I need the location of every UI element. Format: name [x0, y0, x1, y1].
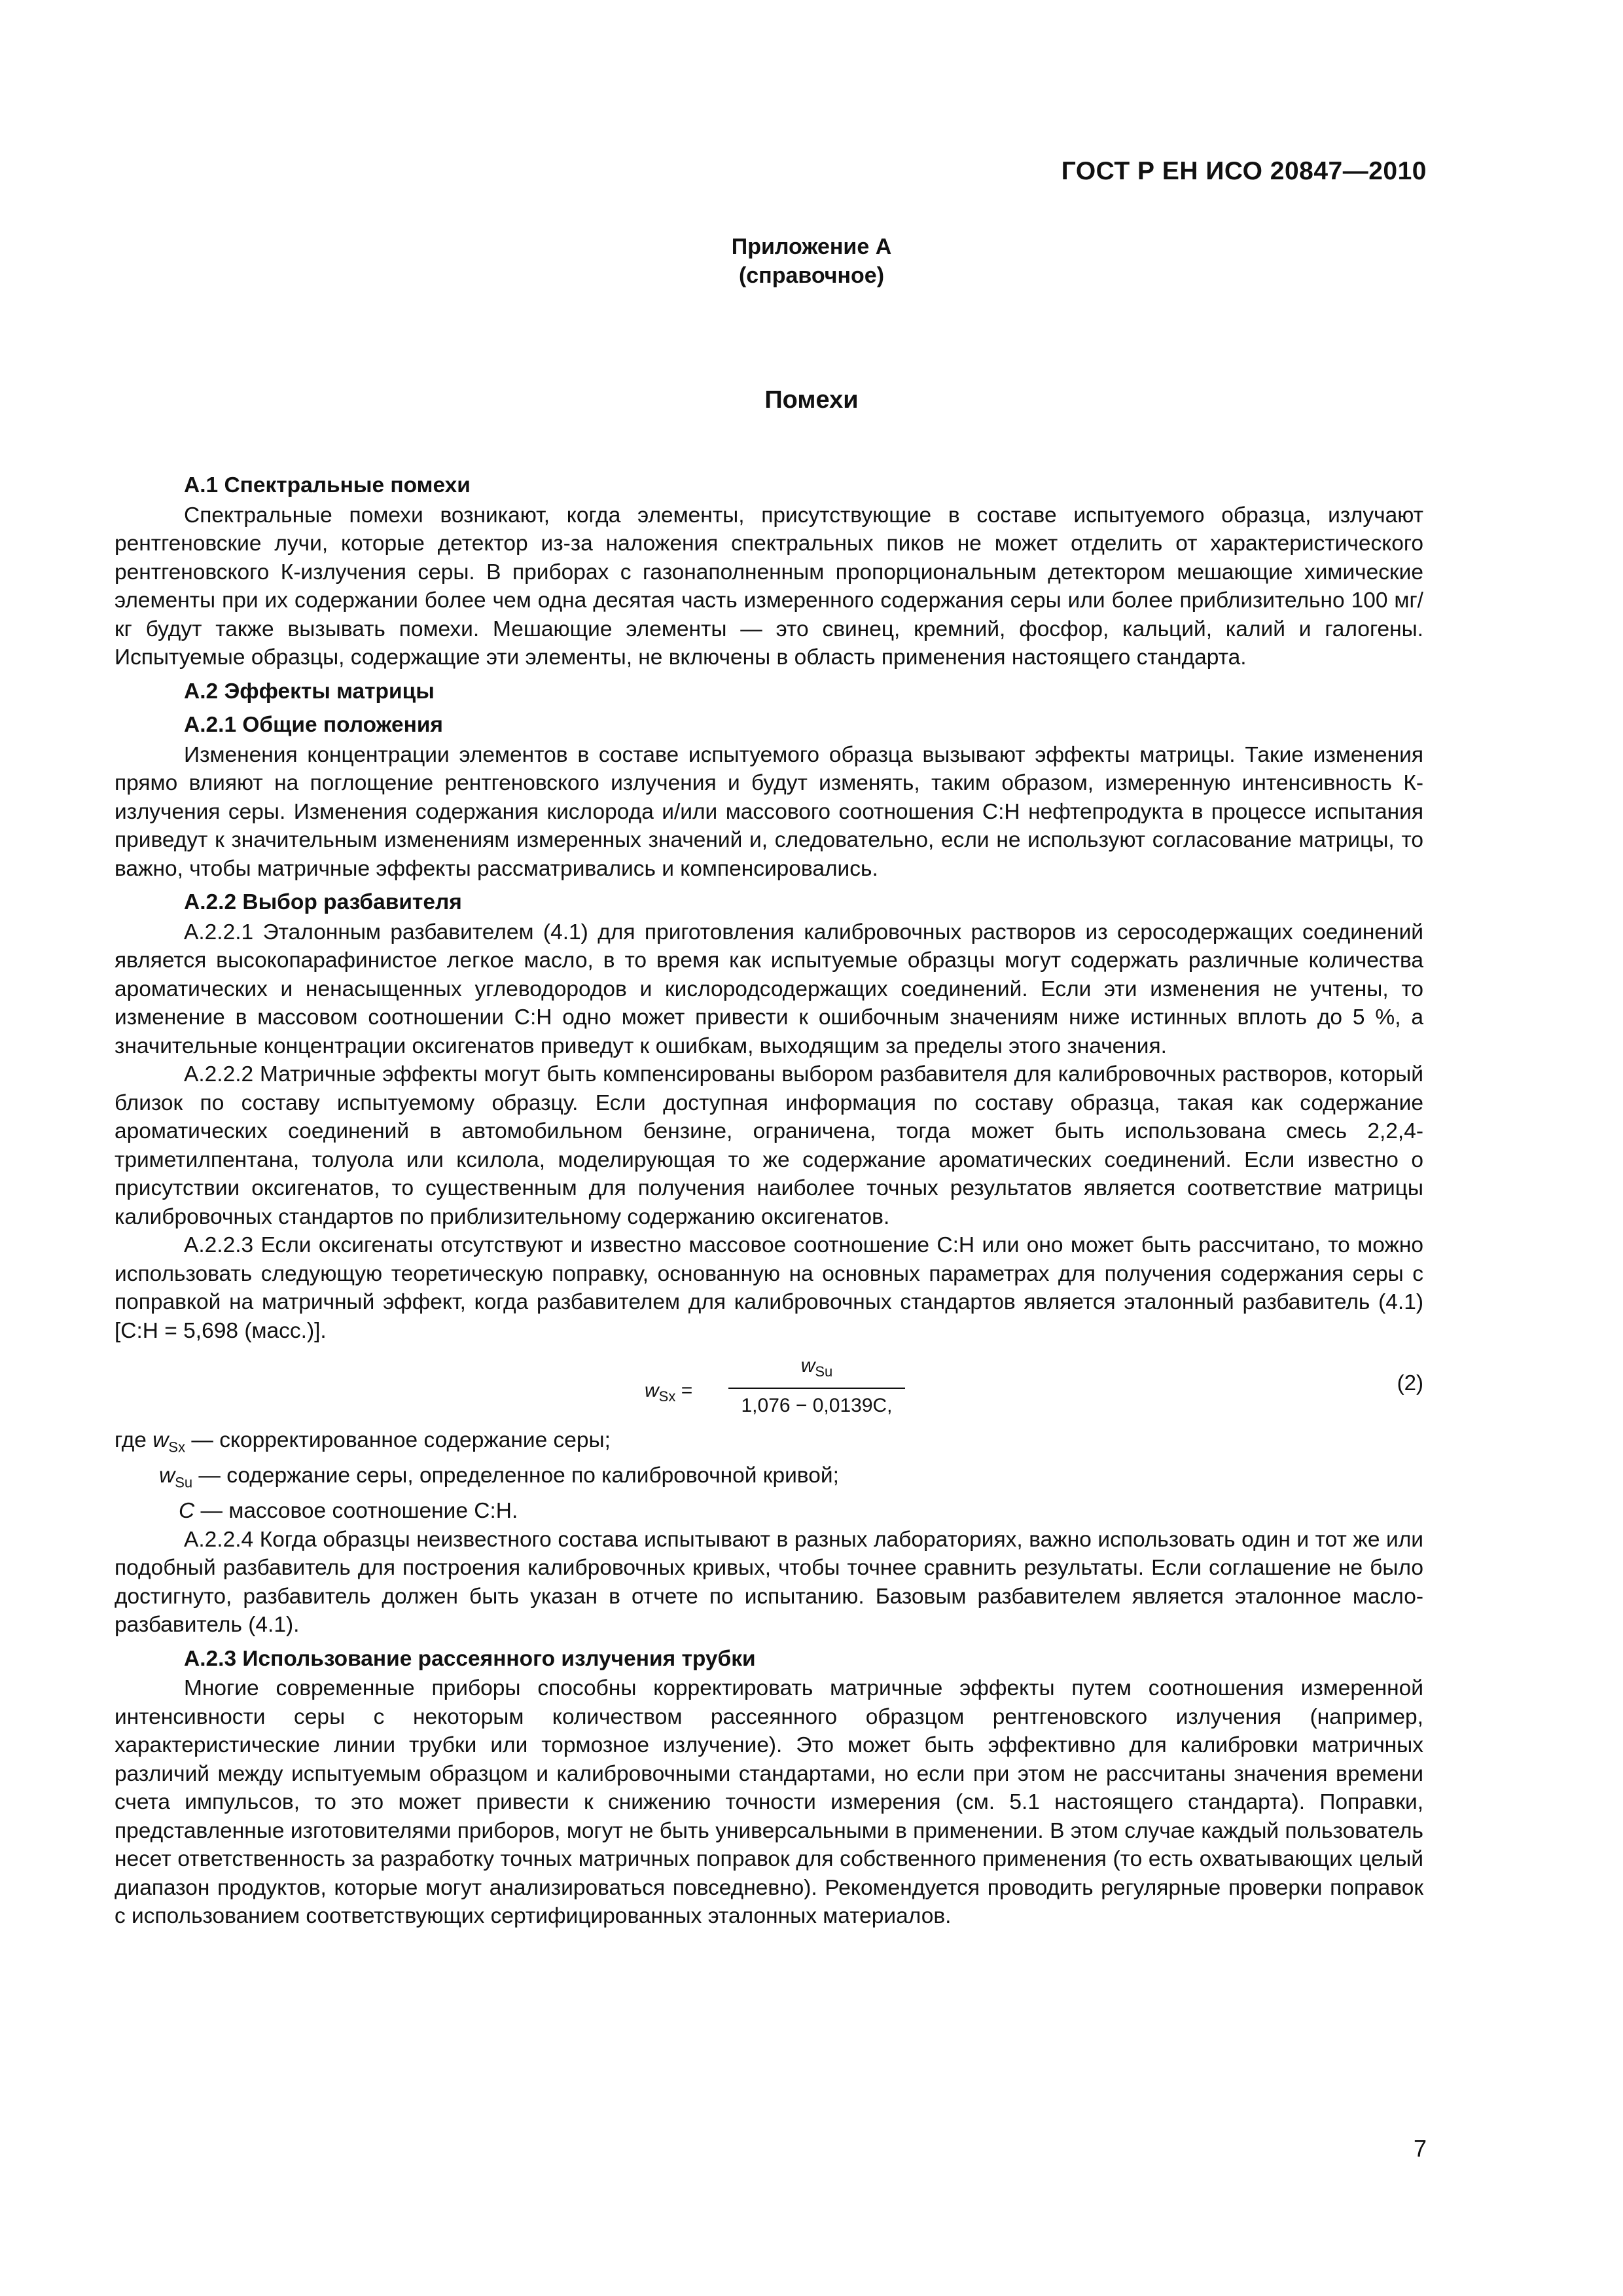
paragraph-a223: А.2.2.3 Если оксигенаты отсутствуют и известно массовое соотношение С:Н или оно может быть рассчитано, то можно использовать следующую теоретическую поправку, основанную на основных параметрах для получения содержания серы с поправкой на матричный эффект, когда разбавителем для калибровочных стандартов является эталонный разбавитель (4.1) [С:Н = 5,698 (масс.)].: [115, 1233, 1423, 1343]
legend-var-wsx: [152, 1428, 186, 1456]
formula-lhs-sub: Sx: [658, 1388, 676, 1405]
section-heading-a22: А.2.2 Выбор разбавителя: [184, 890, 462, 914]
formula-num-sub: Su: [815, 1363, 833, 1380]
legend-text-c: — массовое соотношение С:Н.: [194, 1499, 518, 1524]
legend-text-wsx: — скорректированное содержание серы;: [185, 1428, 611, 1452]
section-heading-a21: А.2.1 Общие положения: [184, 713, 443, 737]
legend-text-wsu: — содержание серы, определенное по калибровочной кривой;: [192, 1463, 839, 1488]
document-title: Помехи: [764, 386, 859, 414]
legend-sub-sx: Sx: [168, 1439, 186, 1456]
legend-prefix: где: [115, 1428, 153, 1452]
formula-equals: =: [675, 1380, 693, 1401]
section-heading-a2: А.2 Эффекты матрицы: [184, 679, 435, 704]
formula-legend: [115, 1426, 1423, 1526]
legend-var-c: C: [179, 1499, 195, 1524]
paragraph-a222: А.2.2.2 Матричные эффекты могут быть компенсированы выбором разбавителя для калибровочных растворов, который близок по составу испытуемому образцу. Если доступная информация по составу образца, такая как содержание ароматических соединений в автомобильном бензине, ограничена, тогда может быть использована смесь 2,2,4-триметилпентана, толуола или ксилола, моделирующая то же содержание ароматических соединений. Если известно о присутствии оксигенатов, то существенным для получения наиболее точных результатов является соответствие матрицы калибровочных стандартов по приблизительному содержанию оксигенатов.: [115, 1062, 1423, 1229]
legend-var-wsu: [159, 1463, 193, 1491]
formula-trailing-comma: ,: [887, 1394, 893, 1416]
legend-var-w: w: [152, 1428, 169, 1452]
section-heading-a23: А.2.3 Использование рассеянного излучения трубки: [184, 1646, 756, 1671]
standard-code: ГОСТ Р ЕН ИСО 20847—2010: [1061, 157, 1427, 185]
paragraph-a224: А.2.2.4 Когда образцы неизвестного состава испытывают в разных лабораториях, важно использовать один и тот же или подобный разбавитель для построения калибровочных кривых, чтобы точнее сравнить результаты. Если соглашение не было достигнуто, разбавитель должен быть указан в отчете по испытанию. Базовым разбавителем является эталонное масло-разбавитель (4.1).: [115, 1527, 1423, 1638]
formula-block: [115, 1349, 1423, 1420]
legend-line-wsx: [115, 1426, 1423, 1462]
paragraph-a23: Многие современные приборы способны корректировать матричные эффекты путем соотношения измеренной интенсивности серы с некоторым количеством рассеянного образцом рентгеновского излучения (например, характеристические линии трубки или тормозное излучение). Это может быть эффективно для калибровки матричных различий между испытуемым образцом и калибровочными стандартами, но если при этом не рассчитаны значения времени счета импульсов, то это может привести к снижению точности измерения (см. 5.1 настоящего стандарта). Поправки, представленные изготовителями приборов, могут не быть универсальными в применении. В этом случае каждый пользователь несет ответственность за разработку точных матричных поправок для собственного применения (то есть охватывающих целый диапазон продуктов, которые могут анализироваться повседневно). Рекомендуется проводить регулярные проверки поправок с использованием соответствующих сертифицированных эталонных материалов.: [115, 1676, 1423, 1929]
legend-var-w2: w: [159, 1463, 175, 1488]
document-body: [115, 466, 1423, 1931]
paragraph-a1: Спектральные помехи возникают, когда элементы, присутствующие в составе испытуемого образца, излучают рентгеновские лучи, которые детектор из-за наложения спектральных пиков не может отделить от характеристического рентгеновского К-излучения серы. В приборах с газонаполненным пропорциональным детектором мешающие химические элементы при их содержании более чем одна десятая часть измеренного содержания серы или более приблизительно 100 мг/кг будут также вызывать помехи. Мешающие элементы — это свинец, кремний, фосфор, кальций, калий и галогены. Испытуемые образцы, содержащие эти элементы, не включены в область применения настоящего стандарта.: [115, 503, 1423, 670]
formula-number: (2): [1397, 1371, 1423, 1395]
formula-denominator: [728, 1391, 905, 1420]
formula-num-var: w: [800, 1355, 815, 1376]
legend-line-c: [115, 1497, 1423, 1526]
formula-fraction: [728, 1352, 905, 1420]
page-number: 7: [1413, 2135, 1427, 2162]
paragraph-a221: А.2.2.1 Эталонным разбавителем (4.1) для приготовления калибровочных растворов из серосодержащих соединений является высокопарафинистое легкое масло, в то время как испытуемые образцы могут содержать различные количества ароматических и ненасыщенных углеводородов и кислородсодержащих соединений. Если эти изменения не учтены, то изменение в массовом соотношении С:Н одно может привести к ошибочным значениям ниже истинных вплоть до 5 %, а значительные концентрации оксигенатов приведут к ошибкам, выходящим за пределы этого значения.: [115, 920, 1423, 1058]
formula-lhs-var: w: [645, 1380, 659, 1401]
annex-subtitle: (справочное): [738, 263, 885, 288]
legend-sub-su: Su: [175, 1474, 193, 1491]
formula-lhs: [645, 1376, 692, 1411]
section-heading-a1: А.1 Спектральные помехи: [184, 473, 471, 497]
formula-den-text: 1,076 − 0,0139C: [741, 1394, 887, 1416]
fraction-bar: [728, 1388, 905, 1389]
annex-title: Приложение А: [731, 234, 892, 259]
legend-line-wsu: [115, 1462, 1423, 1497]
paragraph-a21: Изменения концентрации элементов в составе испытуемого образца вызывают эффекты матрицы. Такие изменения прямо влияют на поглощение рентгеновского излучения и будут изменять, таким образом, измеренную интенсивность К-излучения серы. Изменения содержания кислорода и/или массового соотношения С:Н нефтепродукта в процессе испытания приведут к значительным изменениям измеренных значений и, следовательно, если не используют согласование матрицы, то важно, чтобы матричные эффекты рассматривались и компенсировались.: [115, 742, 1423, 881]
formula-numerator: [728, 1352, 905, 1386]
